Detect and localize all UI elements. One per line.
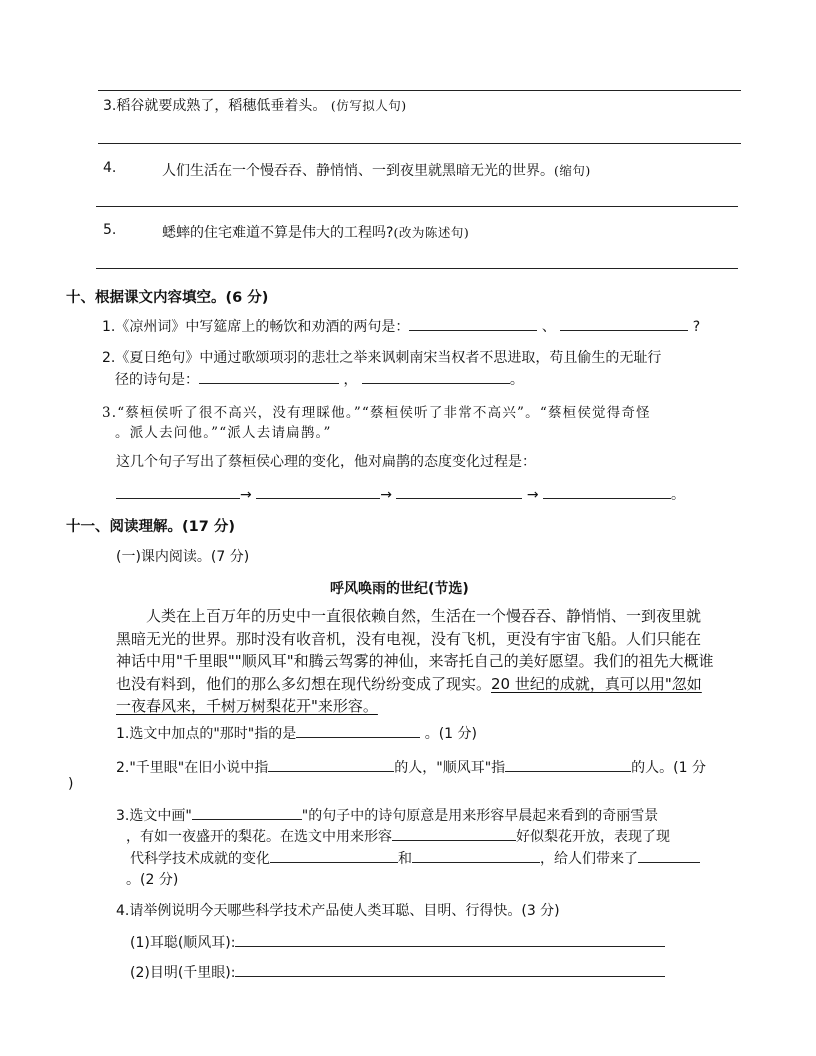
passage-text: 也没有料到，他们的那么多幻想在现代纷纷变成了现实。 xyxy=(116,674,492,693)
question-text: 蟋蟀的住宅难道不算是伟大的工程吗? xyxy=(162,225,394,241)
question-text: 1.选文中加点的"那时"指的是 xyxy=(116,726,297,742)
separator: ， xyxy=(343,372,358,388)
answer-blank[interactable] xyxy=(268,757,394,772)
section-10-item-3-line2: 。派人去问他。”“派人去请扁鹊。” xyxy=(115,425,332,441)
answer-line xyxy=(96,268,738,269)
section-10-item-2-line2 xyxy=(115,369,524,389)
question-number: 3. xyxy=(103,98,117,114)
answer-label: (2)目明(千里眼): xyxy=(130,965,236,981)
underlined-sentence: 一夜春风来，千树万树梨花开"来形容。 xyxy=(116,697,378,715)
question-text: 稻谷就要成熟了，稻穗低垂着头。 xyxy=(116,98,327,114)
reading-question-2 xyxy=(116,757,706,777)
question-instruction: (改为陈述句) xyxy=(393,225,470,240)
question-4-number: 4. xyxy=(103,160,117,176)
answer-blank[interactable] xyxy=(296,723,420,738)
answer-blank[interactable] xyxy=(362,369,510,384)
answer-line xyxy=(98,143,741,144)
answer-blank[interactable] xyxy=(412,848,540,863)
question-text: 2."千里眼"在旧小说中指 xyxy=(116,760,269,776)
question-instruction: (仿写拟人句) xyxy=(330,98,407,113)
answer-label: (1)耳聪(顺风耳): xyxy=(130,935,236,951)
question-text: ，给人们带来了 xyxy=(540,851,638,867)
question-score: 的人。(1 分 xyxy=(631,760,706,776)
underlined-sentence: 20 世纪的成就，真可以用"忽如 xyxy=(491,674,702,693)
reading-question-3-line4: 。(2 分) xyxy=(126,872,179,888)
passage-line: 黑暗无光的世界。那时没有收音机，没有电视，没有飞机，更没有宇宙飞船。人们只能在 xyxy=(116,629,702,648)
passage-line xyxy=(116,695,756,718)
answer-blank[interactable] xyxy=(409,316,537,331)
reading-question-1 xyxy=(116,723,477,743)
answer-blank[interactable] xyxy=(235,962,665,977)
section-10-item-1 xyxy=(102,316,700,336)
reading-question-3-line3 xyxy=(130,848,700,868)
answer-blank[interactable] xyxy=(235,932,665,947)
question-text: 人们生活在一个慢吞吞、静悄悄、一到夜里就黑暗无光的世界。 xyxy=(162,163,554,179)
answer-line xyxy=(98,90,741,91)
question-text: 和 xyxy=(398,851,412,867)
question-text: ，有如一夜盛开的梨花。在选文中用来形容 xyxy=(126,829,392,845)
question-instruction: (缩句) xyxy=(554,163,591,178)
question-text: 代科学技术成就的变化 xyxy=(130,851,270,867)
passage-line xyxy=(116,673,756,696)
section-10-item-2-line1: 2.《夏日绝句》中通过歌颂项羽的悲壮之举来讽刺南宋当权者不思进取，苟且偷生的无耻行 xyxy=(102,350,662,366)
question-score: 。(1 分) xyxy=(424,726,477,742)
answer-blank[interactable] xyxy=(396,484,522,499)
reading-question-3-line2 xyxy=(126,826,670,846)
answer-blank[interactable] xyxy=(199,369,339,384)
arrow: → xyxy=(240,487,252,503)
question-5 xyxy=(162,222,469,242)
attitude-chain xyxy=(116,484,685,504)
answer-1 xyxy=(130,932,665,952)
item-text: 径的诗句是： xyxy=(115,372,199,388)
answer-blank[interactable] xyxy=(192,805,302,820)
answer-blank[interactable] xyxy=(256,484,380,499)
subsection-title: (一)课内阅读。(7 分) xyxy=(116,549,250,565)
period: 。 xyxy=(671,487,686,503)
separator: 、 xyxy=(541,319,556,335)
passage-line: 人类在上百万年的历史中一直很依赖自然，生活在一个慢吞吞、静悄悄、一到夜里就 xyxy=(146,607,702,625)
passage xyxy=(116,605,756,718)
question-4 xyxy=(162,160,591,180)
question-text: 的人，"顺风耳"指 xyxy=(394,760,506,776)
answer-blank[interactable] xyxy=(560,316,688,331)
question-5-number: 5. xyxy=(103,222,117,238)
answer-blank[interactable] xyxy=(638,848,700,863)
wrapped-paren: ) xyxy=(68,776,74,792)
period: 。 xyxy=(509,372,524,388)
section-10-item-3-line3: 这几个句子写出了蔡桓侯心理的变化，他对扁鹊的态度变化过程是： xyxy=(116,454,536,470)
answer-blank[interactable] xyxy=(505,757,631,772)
question-text: 好似梨花开放，表现了现 xyxy=(516,829,670,845)
reading-question-4: 4.请举例说明今天哪些科学技术产品使人类耳聪、目明、行得快。(3 分) xyxy=(116,903,560,919)
answer-2 xyxy=(130,962,665,982)
answer-blank[interactable] xyxy=(116,484,240,499)
answer-blank[interactable] xyxy=(543,484,671,499)
answer-line xyxy=(96,206,738,207)
arrow: → xyxy=(526,487,539,503)
question-3 xyxy=(103,95,407,115)
question-text: "的句子中的诗句原意是用来形容早晨起来看到的奇丽雪景 xyxy=(301,808,659,824)
reading-question-3-line1 xyxy=(116,805,658,825)
question-mark: ? xyxy=(692,319,701,335)
arrow: → xyxy=(380,487,392,503)
section-10-title: 十、根据课文内容填空。(6 分) xyxy=(66,290,269,306)
section-11-title: 十一、阅读理解。(17 分) xyxy=(66,519,235,535)
passage-title: 呼风唤雨的世纪(节选) xyxy=(330,581,469,597)
answer-blank[interactable] xyxy=(392,826,516,841)
passage-line: 神话中用"千里眼""顺风耳"和腾云驾雾的神仙，来寄托自己的美好愿望。我们的祖先大概谁 xyxy=(116,652,714,670)
section-10-item-3-line1: 3.“蔡桓侯听了很不高兴，没有理睬他。”“蔡桓侯听了非常不高兴”。“蔡桓侯觉得奇怪 xyxy=(102,405,651,421)
question-text: 3.选文中画" xyxy=(116,808,192,824)
item-text: 1.《凉州词》中写筵席上的畅饮和劝酒的两句是： xyxy=(102,319,410,335)
answer-blank[interactable] xyxy=(270,848,398,863)
